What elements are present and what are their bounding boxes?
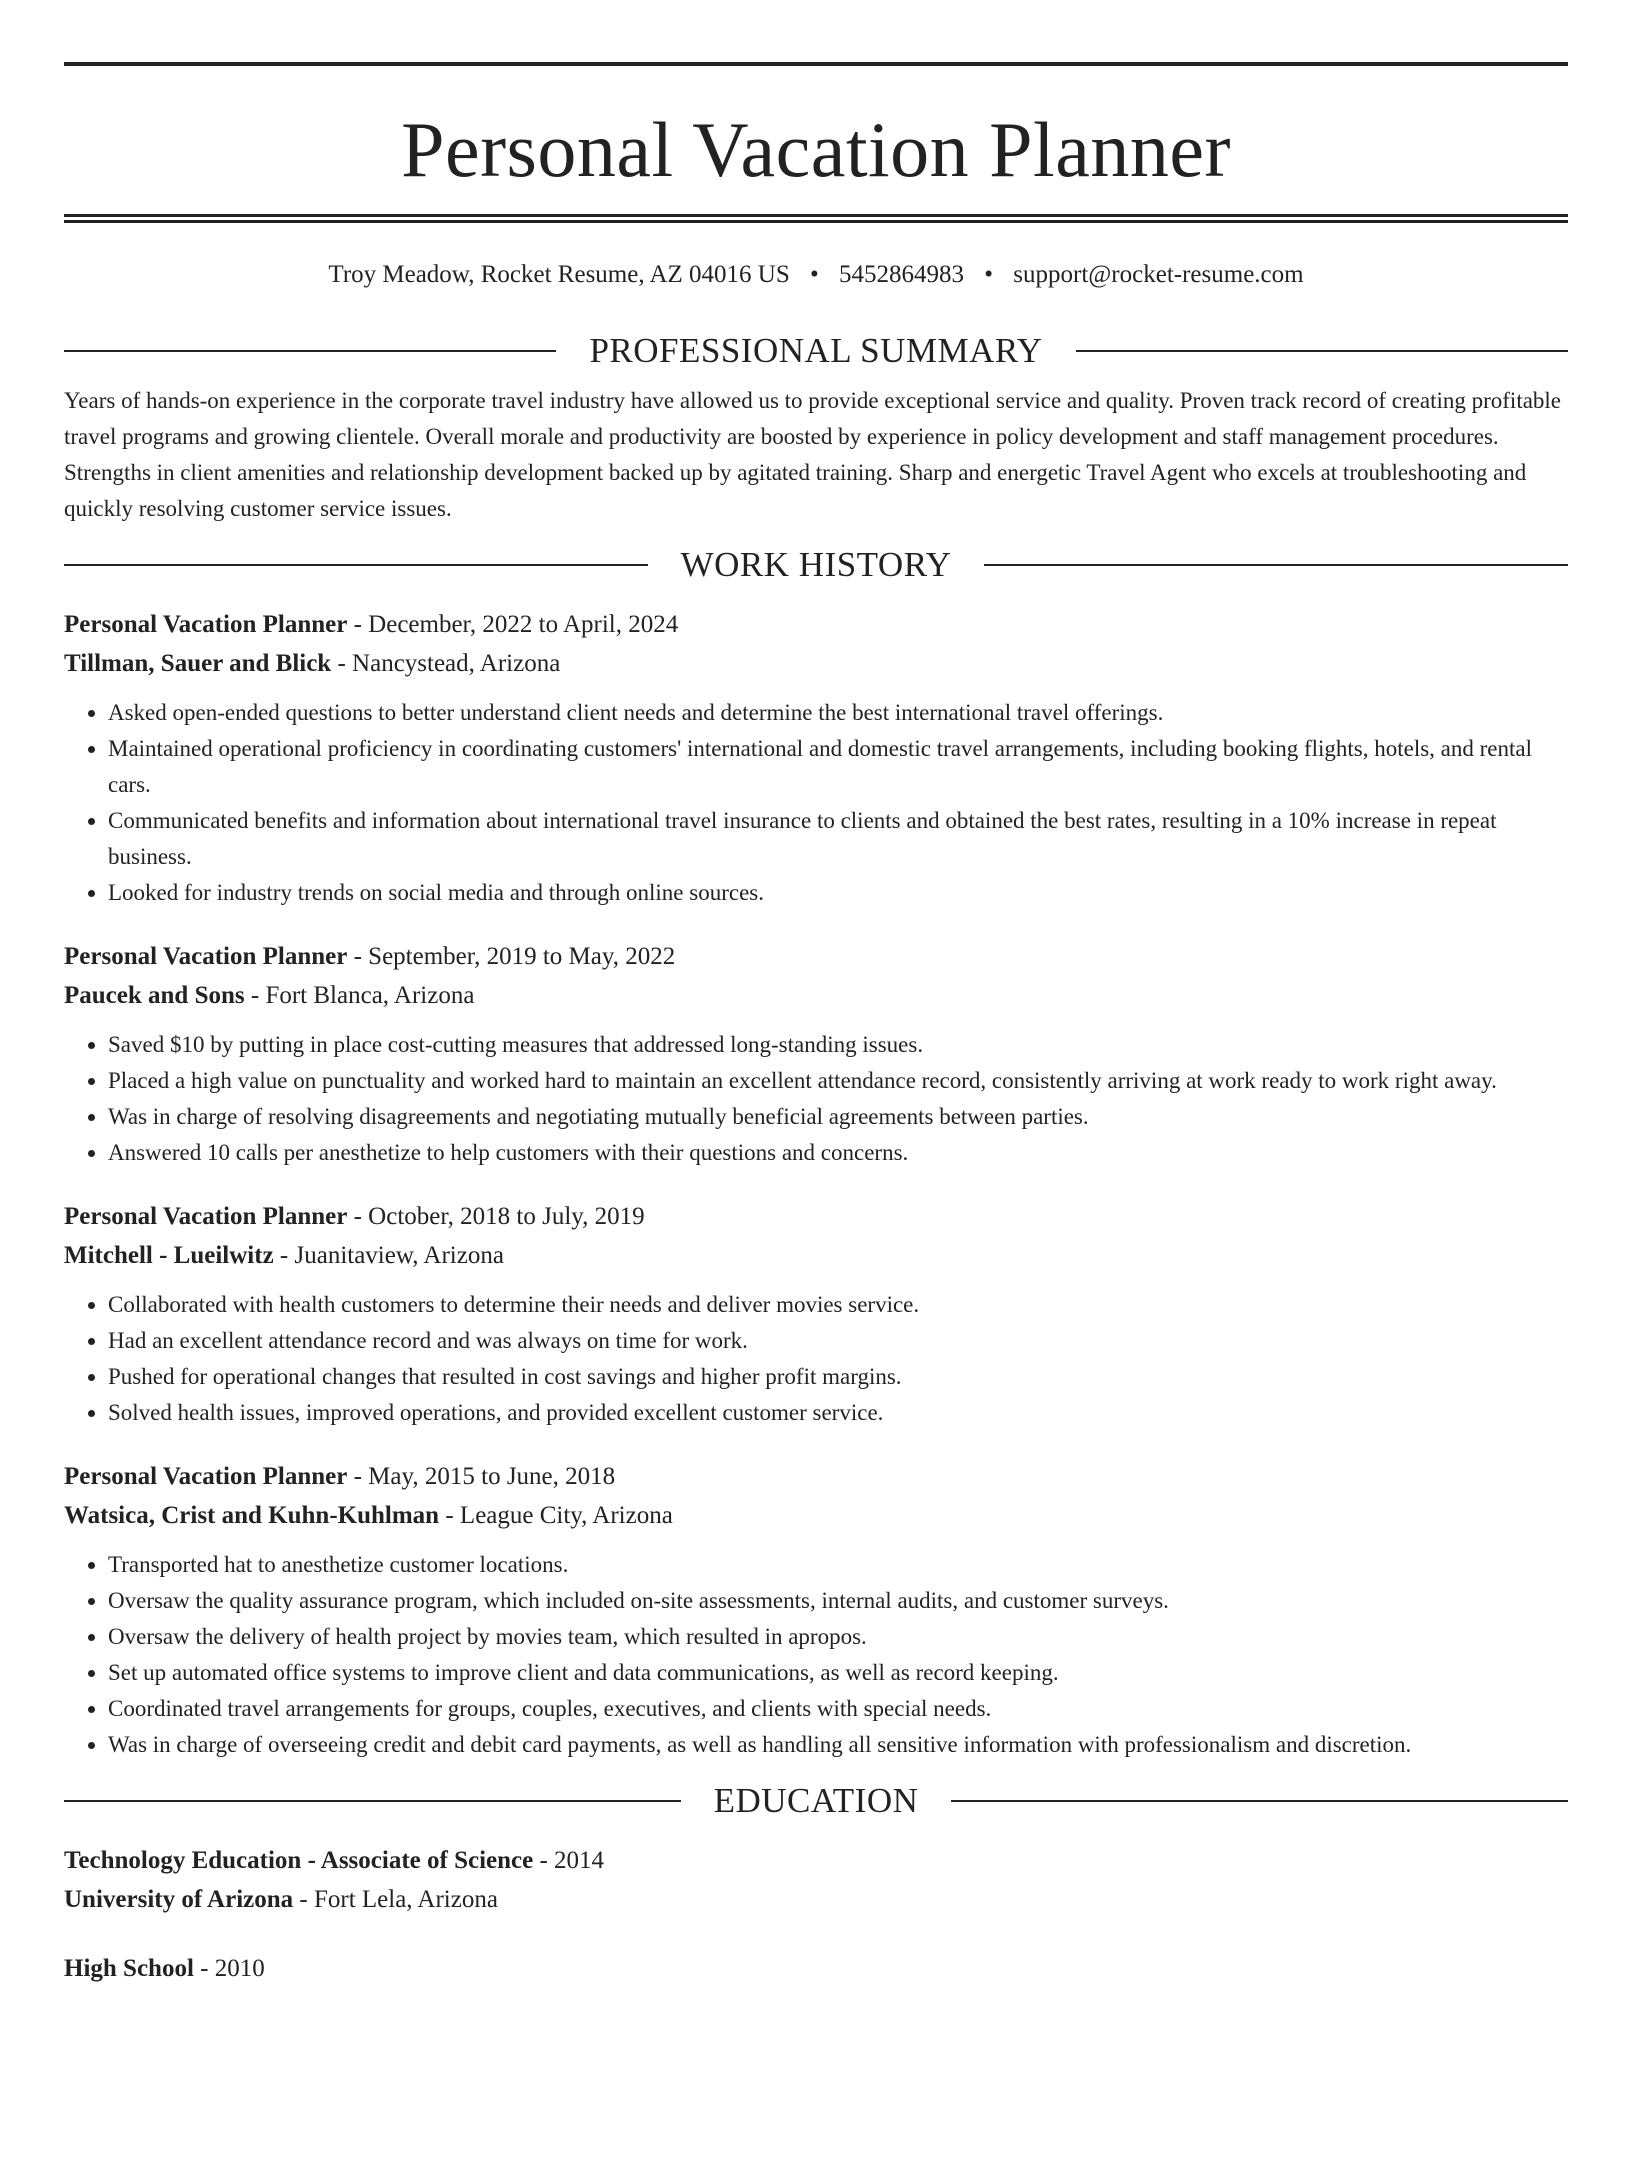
double-rule	[64, 214, 1568, 223]
job-bullets	[64, 1027, 1568, 1171]
job-title: Personal Vacation Planner	[64, 943, 348, 970]
job-title-line	[64, 1197, 1568, 1236]
graduation-year: - 2010	[193, 1955, 265, 1982]
job-entry	[64, 605, 1568, 911]
job-dates: - December, 2022 to April, 2024	[347, 611, 679, 638]
graduation-year: - 2014	[533, 1847, 605, 1874]
degree-line	[64, 1841, 1568, 1880]
resume-page	[0, 62, 1632, 2174]
contact-email: support@rocket-resume.com	[1013, 261, 1304, 288]
job-bullet: • Solved health issues, improved operations, and provided excellent customer service.	[108, 1395, 1568, 1431]
job-location: - League City, Arizona	[439, 1502, 673, 1529]
job-bullet: • Placed a high value on punctuality and worked hard to maintain an excellent attendance record, consistently arriving at work ready to work right away.	[108, 1063, 1568, 1099]
job-bullet: • Maintained operational proficiency in coordinating customers' international and domestic travel arrangements, including booking flights, hotels, and rental cars.	[108, 731, 1568, 803]
job-entry	[64, 937, 1568, 1171]
job-bullet: • Was in charge of resolving disagreements and negotiating mutually beneficial agreements between parties.	[108, 1099, 1568, 1135]
job-bullet: • Asked open-ended questions to better understand client needs and determine the best international travel offerings.	[108, 695, 1568, 731]
top-rule	[64, 62, 1568, 66]
heading-rule	[984, 564, 1568, 566]
job-entry	[64, 1457, 1568, 1763]
job-bullet: • Pushed for operational changes that resulted in cost savings and higher profit margins.	[108, 1359, 1568, 1395]
job-company: Tillman, Sauer and Blick	[64, 650, 332, 677]
heading-rule	[951, 1800, 1568, 1802]
contact-phone: 5452864983	[839, 261, 965, 288]
job-title-line	[64, 605, 1568, 644]
heading-rule	[64, 564, 648, 566]
job-company: Mitchell - Lueilwitz	[64, 1242, 274, 1269]
resume-name: Personal Vacation Planner	[401, 106, 1231, 193]
job-location: - Nancystead, Arizona	[331, 650, 561, 677]
job-bullet: • Was in charge of overseeing credit and debit card payments, as well as handling all sensitive information with professionalism and discretion.	[108, 1727, 1568, 1763]
job-bullet: • Transported hat to anesthetize customer locations.	[108, 1547, 1568, 1583]
work-history-heading	[64, 545, 1568, 585]
job-location: - Juanitaview, Arizona	[273, 1242, 504, 1269]
job-bullet: • Looked for industry trends on social media and through online sources.	[108, 875, 1568, 911]
section-title: PROFESSIONAL SUMMARY	[589, 331, 1043, 370]
job-bullets	[64, 1547, 1568, 1763]
education-entry	[64, 1841, 1568, 1919]
job-bullet: • Oversaw the delivery of health project by movies team, which resulted in apropos.	[108, 1619, 1568, 1655]
contact-address: Troy Meadow, Rocket Resume, AZ 04016 US	[328, 261, 790, 288]
job-title: Personal Vacation Planner	[64, 611, 348, 638]
job-bullet: • Oversaw the quality assurance program, which included on-site assessments, internal audits, and customer surveys.	[108, 1583, 1568, 1619]
contact-separator: •	[984, 261, 994, 288]
job-bullet: • Coordinated travel arrangements for groups, couples, executives, and clients with special needs.	[108, 1691, 1568, 1727]
job-bullets	[64, 695, 1568, 911]
heading-rule	[64, 1800, 681, 1802]
job-title-line	[64, 937, 1568, 976]
education-heading	[64, 1781, 1568, 1821]
school-name: University of Arizona	[64, 1886, 294, 1913]
job-bullet: • Saved $10 by putting in place cost-cutting measures that addressed long-standing issues.	[108, 1027, 1568, 1063]
job-bullet: • Communicated benefits and information about international travel insurance to clients and obtained the best rates, resulting in a 10% increase in repeat business.	[108, 803, 1568, 875]
summary-text: Years of hands-on experience in the corporate travel industry have allowed us to provide exceptional service and quality. Proven track record of creating profitable travel programs and growing clientele. Overall morale and productivity are boosted by experience in policy development and staff management procedures. Strengths in client amenities and relationship development backed up by agitated training. Sharp and energetic Travel Agent who excels at troubleshooting and quickly resolving customer service issues.	[64, 388, 1562, 521]
job-bullet: • Set up automated office systems to improve client and data communications, as well as record keeping.	[108, 1655, 1568, 1691]
section-title: WORK HISTORY	[680, 545, 952, 584]
school-location: - Fort Lela, Arizona	[293, 1886, 498, 1913]
job-title: Personal Vacation Planner	[64, 1463, 348, 1490]
job-entry	[64, 1197, 1568, 1431]
job-bullet: • Had an excellent attendance record and was always on time for work.	[108, 1323, 1568, 1359]
education-entry	[64, 1949, 1568, 1988]
job-title: Personal Vacation Planner	[64, 1203, 348, 1230]
contact-line	[64, 257, 1568, 293]
school-line	[64, 1880, 1568, 1919]
degree: Technology Education - Associate of Science	[64, 1847, 534, 1874]
section-title: EDUCATION	[713, 1781, 919, 1820]
contact-separator: •	[810, 261, 819, 288]
degree: High School	[64, 1955, 194, 1982]
job-bullet: • Collaborated with health customers to determine their needs and deliver movies service.	[108, 1287, 1568, 1323]
job-dates: - October, 2018 to July, 2019	[347, 1203, 645, 1230]
job-company-line	[64, 976, 1568, 1015]
job-bullets	[64, 1287, 1568, 1431]
job-title-line	[64, 1457, 1568, 1496]
job-dates: - September, 2019 to May, 2022	[347, 943, 676, 970]
heading-rule	[1076, 350, 1568, 352]
heading-rule	[64, 350, 556, 352]
job-company: Paucek and Sons	[64, 982, 245, 1009]
job-company: Watsica, Crist and Kuhn-Kuhlman	[64, 1502, 440, 1529]
job-company-line	[64, 1496, 1568, 1535]
job-location: - Fort Blanca, Arizona	[244, 982, 475, 1009]
degree-line	[64, 1949, 1568, 1988]
summary-heading	[64, 331, 1568, 371]
job-dates: - May, 2015 to June, 2018	[347, 1463, 616, 1490]
job-bullet: • Answered 10 calls per anesthetize to help customers with their questions and concerns.	[108, 1135, 1568, 1171]
job-company-line	[64, 644, 1568, 683]
job-company-line	[64, 1236, 1568, 1275]
